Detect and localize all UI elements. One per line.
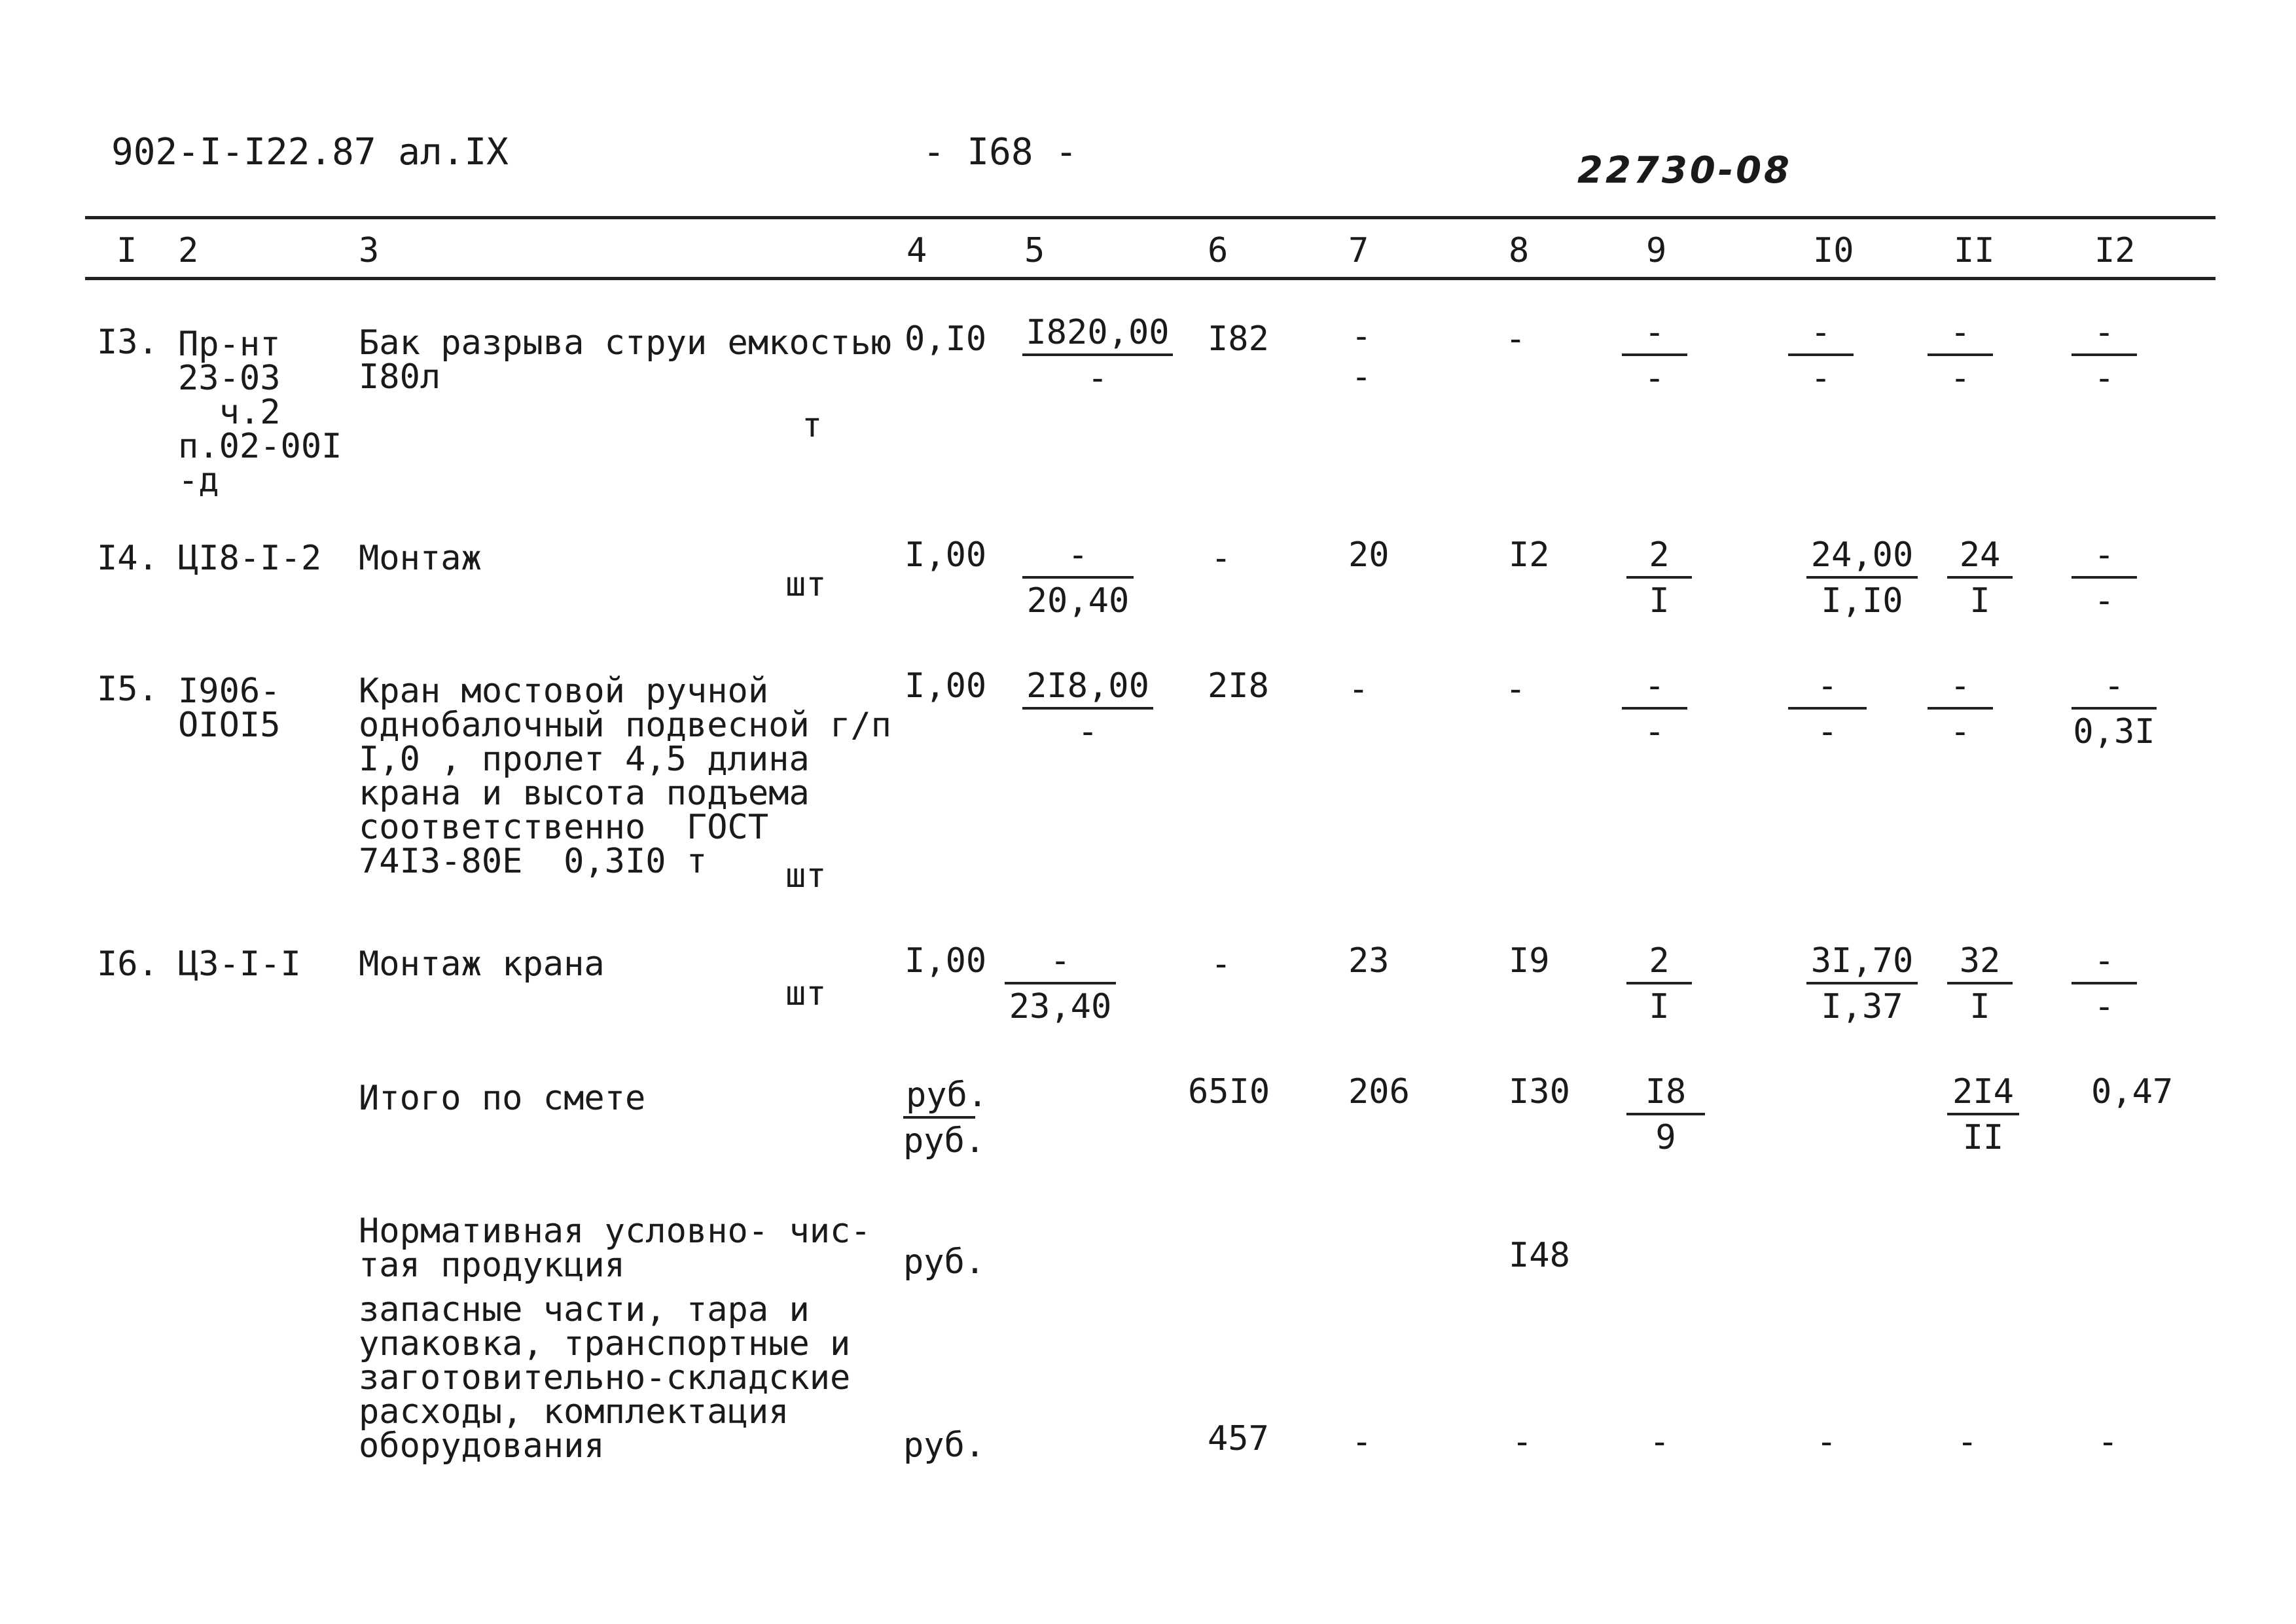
cell-value-top: 2I8,00 bbox=[1022, 668, 1153, 710]
spares-cell-7: - bbox=[1352, 1422, 1372, 1462]
cell-value-bottom: I bbox=[1969, 581, 1990, 621]
cell-value-top: - bbox=[1788, 314, 1854, 356]
cell-value-bottom: 9 bbox=[1655, 1118, 1676, 1157]
row-cell-6: - bbox=[1211, 539, 1232, 578]
row-number: I3. bbox=[97, 323, 158, 362]
cell-value-top: - bbox=[1622, 668, 1687, 710]
cell-value-bottom: II bbox=[1962, 1118, 2004, 1157]
row-cell-10 bbox=[1806, 943, 1918, 1025]
cell-value-bottom: I bbox=[1969, 987, 1990, 1026]
spares-unit: руб. bbox=[903, 1426, 986, 1465]
cell-value-bottom: - bbox=[2094, 987, 2115, 1026]
row-cell-11 bbox=[1947, 943, 2013, 1025]
cell-value-bottom: I bbox=[1649, 581, 1670, 621]
cell-value-bottom: - bbox=[1351, 357, 1372, 397]
totals-cell-9 bbox=[1626, 1074, 1705, 1156]
row-name: Монтаж bbox=[359, 539, 482, 578]
cell-value-bottom: - bbox=[1817, 712, 1838, 751]
row-code: ЦI8-I-2 bbox=[178, 539, 322, 578]
row-quantity: I,00 bbox=[905, 941, 987, 981]
row-unit: шт bbox=[785, 856, 827, 895]
column-header: 6 bbox=[1208, 231, 1229, 270]
row-cell-5 bbox=[1005, 943, 1116, 1025]
cell-value-top: руб. bbox=[903, 1077, 975, 1119]
row-cell-9 bbox=[1622, 668, 1687, 750]
table-header-rule bbox=[85, 277, 2215, 280]
cell-value-top: - bbox=[1022, 537, 1134, 579]
cell-value-bottom: - bbox=[1810, 359, 1831, 398]
row-cell-9 bbox=[1626, 943, 1692, 1025]
row-cell-7: 23 bbox=[1348, 941, 1390, 981]
totals-unit bbox=[903, 1075, 988, 1161]
cell-value-top: 2I4 bbox=[1947, 1074, 2019, 1115]
cell-value-top: 2 bbox=[1626, 537, 1692, 579]
row-cell-11 bbox=[1928, 668, 1993, 750]
totals-cell-8: I30 bbox=[1509, 1072, 1570, 1111]
row-number: I4. bbox=[97, 539, 158, 578]
row-unit: шт bbox=[785, 974, 827, 1013]
row-number: I6. bbox=[97, 945, 158, 984]
spares-cell-9: - bbox=[1649, 1422, 1670, 1462]
cell-value-bottom: I,I0 bbox=[1821, 581, 1903, 621]
totals-cell-11 bbox=[1947, 1074, 2019, 1156]
column-header: II bbox=[1954, 231, 1995, 270]
cell-value-bottom: - bbox=[1644, 359, 1665, 398]
cell-value-top: 32 bbox=[1947, 943, 2013, 984]
column-header: 9 bbox=[1646, 231, 1667, 270]
totals-cell-12: 0,47 bbox=[2091, 1072, 2174, 1111]
row-cell-9 bbox=[1626, 537, 1692, 619]
spares-cell-10: - bbox=[1816, 1422, 1837, 1462]
row-cell-11 bbox=[1947, 537, 2013, 619]
row-cell-8: I9 bbox=[1509, 941, 1550, 981]
totals-label: Итого по смете bbox=[359, 1079, 646, 1118]
row-quantity: 0,I0 bbox=[905, 319, 987, 359]
cell-value-top: - bbox=[2072, 668, 2157, 710]
row-cell-12 bbox=[2072, 314, 2137, 397]
row-cell-12 bbox=[2072, 537, 2137, 619]
normative-cell-8: I48 bbox=[1509, 1236, 1570, 1275]
row-code: I906- OIOI5 bbox=[178, 672, 281, 745]
row-unit: т bbox=[802, 406, 823, 445]
row-cell-10 bbox=[1806, 537, 1918, 619]
cell-value-bottom: - bbox=[1644, 712, 1665, 751]
cell-value-top: 2 bbox=[1626, 943, 1692, 984]
table-top-rule bbox=[85, 216, 2215, 219]
cell-value-top: I8 bbox=[1626, 1074, 1705, 1115]
cell-value-bottom: - bbox=[2094, 359, 2115, 398]
cell-value-bottom: - bbox=[1950, 359, 1971, 398]
column-header: 3 bbox=[359, 231, 380, 270]
document-code: 902-I-I22.87 ал.IX bbox=[111, 131, 509, 173]
row-name: Кран мостовой ручной однобалочный подвесной г/п I,0 , пролет 4,5 длина крана и высота подъема соответственно ГОСТ 74I3-80Е 0,3I0 т bbox=[359, 672, 891, 881]
totals-cell-7: 206 bbox=[1348, 1072, 1410, 1111]
cell-value-bottom: - bbox=[2094, 581, 2115, 621]
cell-value-top: I820,00 bbox=[1022, 314, 1173, 356]
row-quantity: I,00 bbox=[905, 535, 987, 575]
spares-cell-11: - bbox=[1957, 1422, 1978, 1462]
column-header: 4 bbox=[906, 231, 927, 270]
column-header: 7 bbox=[1348, 231, 1369, 270]
row-number: I5. bbox=[97, 670, 158, 709]
row-cell-7 bbox=[1342, 314, 1381, 395]
cell-value-bottom: 20,40 bbox=[1026, 581, 1130, 621]
row-code: ЦЗ-I-I bbox=[178, 945, 301, 984]
row-cell-9 bbox=[1622, 314, 1687, 397]
column-header: I2 bbox=[2094, 231, 2136, 270]
column-header: I bbox=[117, 231, 137, 270]
row-cell-6: 2I8 bbox=[1208, 666, 1269, 706]
document-stamp-number: 22730-08 bbox=[1577, 149, 1792, 192]
row-cell-5 bbox=[1022, 314, 1173, 397]
cell-value-top: - bbox=[1928, 314, 1993, 356]
page-number: - I68 - bbox=[923, 131, 1078, 173]
cell-value-top: - bbox=[1788, 668, 1867, 710]
row-cell-11 bbox=[1928, 314, 1993, 397]
cell-value-top: 24,00 bbox=[1806, 537, 1918, 579]
cell-value-top: 3I,70 bbox=[1806, 943, 1918, 984]
row-quantity: I,00 bbox=[905, 666, 987, 706]
row-name: Бак разрыва струи емкостью I80л bbox=[359, 323, 891, 397]
column-header: 8 bbox=[1509, 231, 1530, 270]
cell-value-bottom: 23,40 bbox=[1009, 987, 1112, 1026]
row-cell-10 bbox=[1788, 668, 1867, 750]
row-cell-6: - bbox=[1211, 945, 1232, 984]
cell-value-bottom: I,37 bbox=[1821, 987, 1903, 1026]
cell-value-bottom: - bbox=[1087, 359, 1108, 398]
row-cell-8: - bbox=[1505, 670, 1526, 709]
spares-cell-12: - bbox=[2098, 1422, 2119, 1462]
cell-value-top: - bbox=[1622, 314, 1687, 356]
row-code: Пр-нт 23-03 ч.2 п.02-00I -д bbox=[178, 325, 342, 500]
cell-value-bottom: руб. bbox=[903, 1121, 986, 1161]
cell-value-top: - bbox=[1928, 668, 1993, 710]
cell-value-bottom: I bbox=[1649, 987, 1670, 1026]
row-name: Монтаж крана bbox=[359, 945, 605, 984]
row-cell-5 bbox=[1022, 668, 1153, 750]
normative-label: Нормативная условно- чис- тая продукция bbox=[359, 1212, 871, 1285]
row-cell-10 bbox=[1788, 314, 1854, 397]
normative-unit: руб. bbox=[903, 1242, 986, 1282]
row-cell-8: I2 bbox=[1509, 535, 1550, 575]
row-cell-5 bbox=[1022, 537, 1134, 619]
cell-value-top: - bbox=[1005, 943, 1116, 984]
column-header: I0 bbox=[1813, 231, 1854, 270]
spares-cell-8: - bbox=[1512, 1422, 1533, 1462]
cell-value-top: - bbox=[2072, 943, 2137, 984]
cell-value-top: - bbox=[2072, 537, 2137, 579]
row-cell-7: 20 bbox=[1348, 535, 1390, 575]
column-header: 2 bbox=[178, 231, 199, 270]
row-unit: шт bbox=[785, 565, 827, 604]
cell-value-top: - bbox=[2072, 314, 2137, 356]
row-cell-12 bbox=[2072, 668, 2157, 750]
cell-value-top: - bbox=[1351, 317, 1372, 356]
cell-value-bottom: - bbox=[1077, 712, 1098, 751]
column-header: 5 bbox=[1024, 231, 1045, 270]
row-cell-12 bbox=[2072, 943, 2137, 1025]
cell-value-bottom: 0,3I bbox=[2073, 712, 2155, 751]
totals-cell-6: 65I0 bbox=[1188, 1072, 1270, 1111]
cell-value-top: 24 bbox=[1947, 537, 2013, 579]
row-cell-7: - bbox=[1348, 670, 1369, 709]
row-cell-8: - bbox=[1505, 319, 1526, 359]
cell-value-bottom: - bbox=[1950, 712, 1971, 751]
spares-cell-6: 457 bbox=[1208, 1419, 1269, 1458]
spares-label: запасные части, тара и упаковка, транспортные и заготовительно-складские расходы, комплектация оборудования bbox=[359, 1290, 851, 1466]
row-cell-6: I82 bbox=[1208, 319, 1269, 359]
